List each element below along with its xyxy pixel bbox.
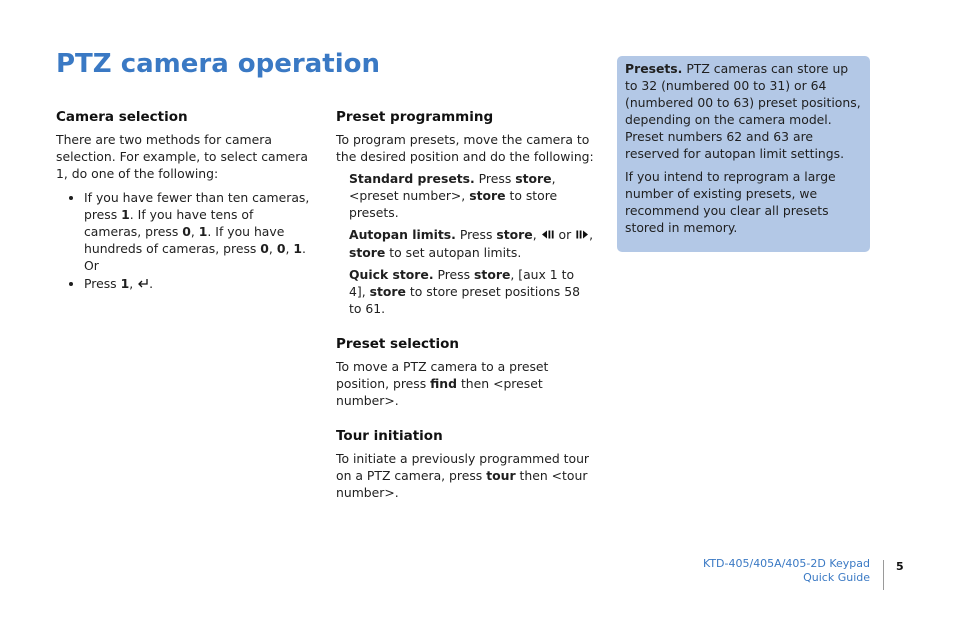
tour-initiation-text [336, 450, 594, 501]
footer-title [703, 557, 870, 585]
text: . Or [84, 241, 306, 273]
tour-initiation-section [336, 427, 594, 501]
text: , [190, 224, 199, 239]
key-label: 1 [121, 207, 130, 222]
key-label: 0 [182, 224, 191, 239]
preset-selection-section [336, 335, 594, 409]
key-label: 1 [120, 276, 130, 291]
key-label: 0 [260, 241, 269, 256]
note-paragraph [625, 60, 862, 162]
text: To initiate a previously programmed tour on a PTZ camera, press [336, 451, 590, 483]
text: to set autopan limits. [385, 245, 522, 260]
key-label: store [469, 188, 506, 203]
footer-line: KTD-405/405A/405-2D Keypad [702, 557, 870, 570]
presets-note-box [617, 56, 870, 252]
text: If you have fewer than ten cameras, press [84, 190, 310, 222]
text: , [532, 227, 541, 242]
text: Press [455, 227, 497, 242]
text: , [aux 1 to 4], [349, 267, 575, 299]
text: then <tour number>. [336, 468, 588, 500]
text: to store presets. [349, 188, 558, 220]
step-label: Autopan limits. [349, 227, 456, 242]
page-title: PTZ camera operation [56, 49, 380, 79]
text: , [268, 241, 277, 256]
text: To move a PTZ camera to a preset position, press [336, 359, 549, 391]
preset-programming-steps [336, 170, 594, 317]
camera-selection-list [56, 189, 311, 293]
text: , [129, 276, 138, 291]
text: . If you have tens of cameras, press [84, 207, 254, 239]
main-column [336, 108, 594, 501]
key-label: store [474, 267, 511, 282]
key-label: store [515, 171, 552, 186]
text: . [149, 276, 154, 291]
footer-line: Quick Guide [803, 571, 870, 584]
list-item [84, 275, 311, 293]
key-label: tour [486, 468, 516, 483]
preset-programming-intro: To program presets, move the camera to the desired position and do the following: [336, 132, 594, 164]
key-label: store [349, 245, 386, 260]
preset-selection-heading: Preset selection [336, 336, 459, 352]
key-label: find [430, 376, 457, 391]
text: Press [474, 171, 516, 186]
left-limit-icon [541, 227, 555, 244]
text: , [285, 241, 294, 256]
key-label: store [496, 227, 533, 242]
right-limit-icon [575, 227, 589, 244]
text: to store preset positions 58 to 61. [349, 284, 580, 316]
footer-divider [883, 560, 884, 590]
note-label: Presets. [625, 61, 683, 76]
autopan-limits-step [349, 226, 594, 261]
text: , [589, 227, 594, 242]
step-label: Standard presets. [349, 171, 475, 186]
enter-icon [137, 276, 149, 293]
list-item [84, 189, 311, 274]
text: , <preset number>, [349, 171, 556, 203]
quick-store-step [349, 266, 594, 317]
step-label: Quick store. [349, 267, 434, 282]
text: or [554, 227, 576, 242]
key-label: store [369, 284, 406, 299]
preset-programming-heading: Preset programming [336, 109, 494, 125]
tour-initiation-heading: Tour initiation [336, 428, 443, 444]
key-label: 1 [198, 224, 208, 239]
text: Press [84, 276, 121, 291]
camera-selection-section [56, 108, 311, 294]
camera-selection-heading: Camera selection [56, 109, 188, 125]
text: then <preset number>. [336, 376, 543, 408]
note-paragraph: If you intend to reprogram a large number of existing presets, we recommend you clear all presets stored in memory. [625, 169, 836, 235]
key-label: 0 [276, 241, 286, 256]
page-number: 5 [896, 560, 904, 573]
text: PTZ cameras can store up to 32 (numbered 00 to 31) or 64 (numbered 00 to 63) preset positions, depending on the camera model. Preset numbers 62 and 63 are reserved for autopan limit settings. [625, 61, 861, 161]
preset-selection-text [336, 358, 594, 409]
camera-selection-intro: There are two methods for camera selection. For example, to select camera 1, do one of the following: [56, 132, 308, 181]
text: Press [433, 267, 475, 282]
key-label: 1 [293, 241, 302, 256]
standard-presets-step [349, 170, 594, 221]
text: . If you have hundreds of cameras, press [84, 224, 285, 256]
